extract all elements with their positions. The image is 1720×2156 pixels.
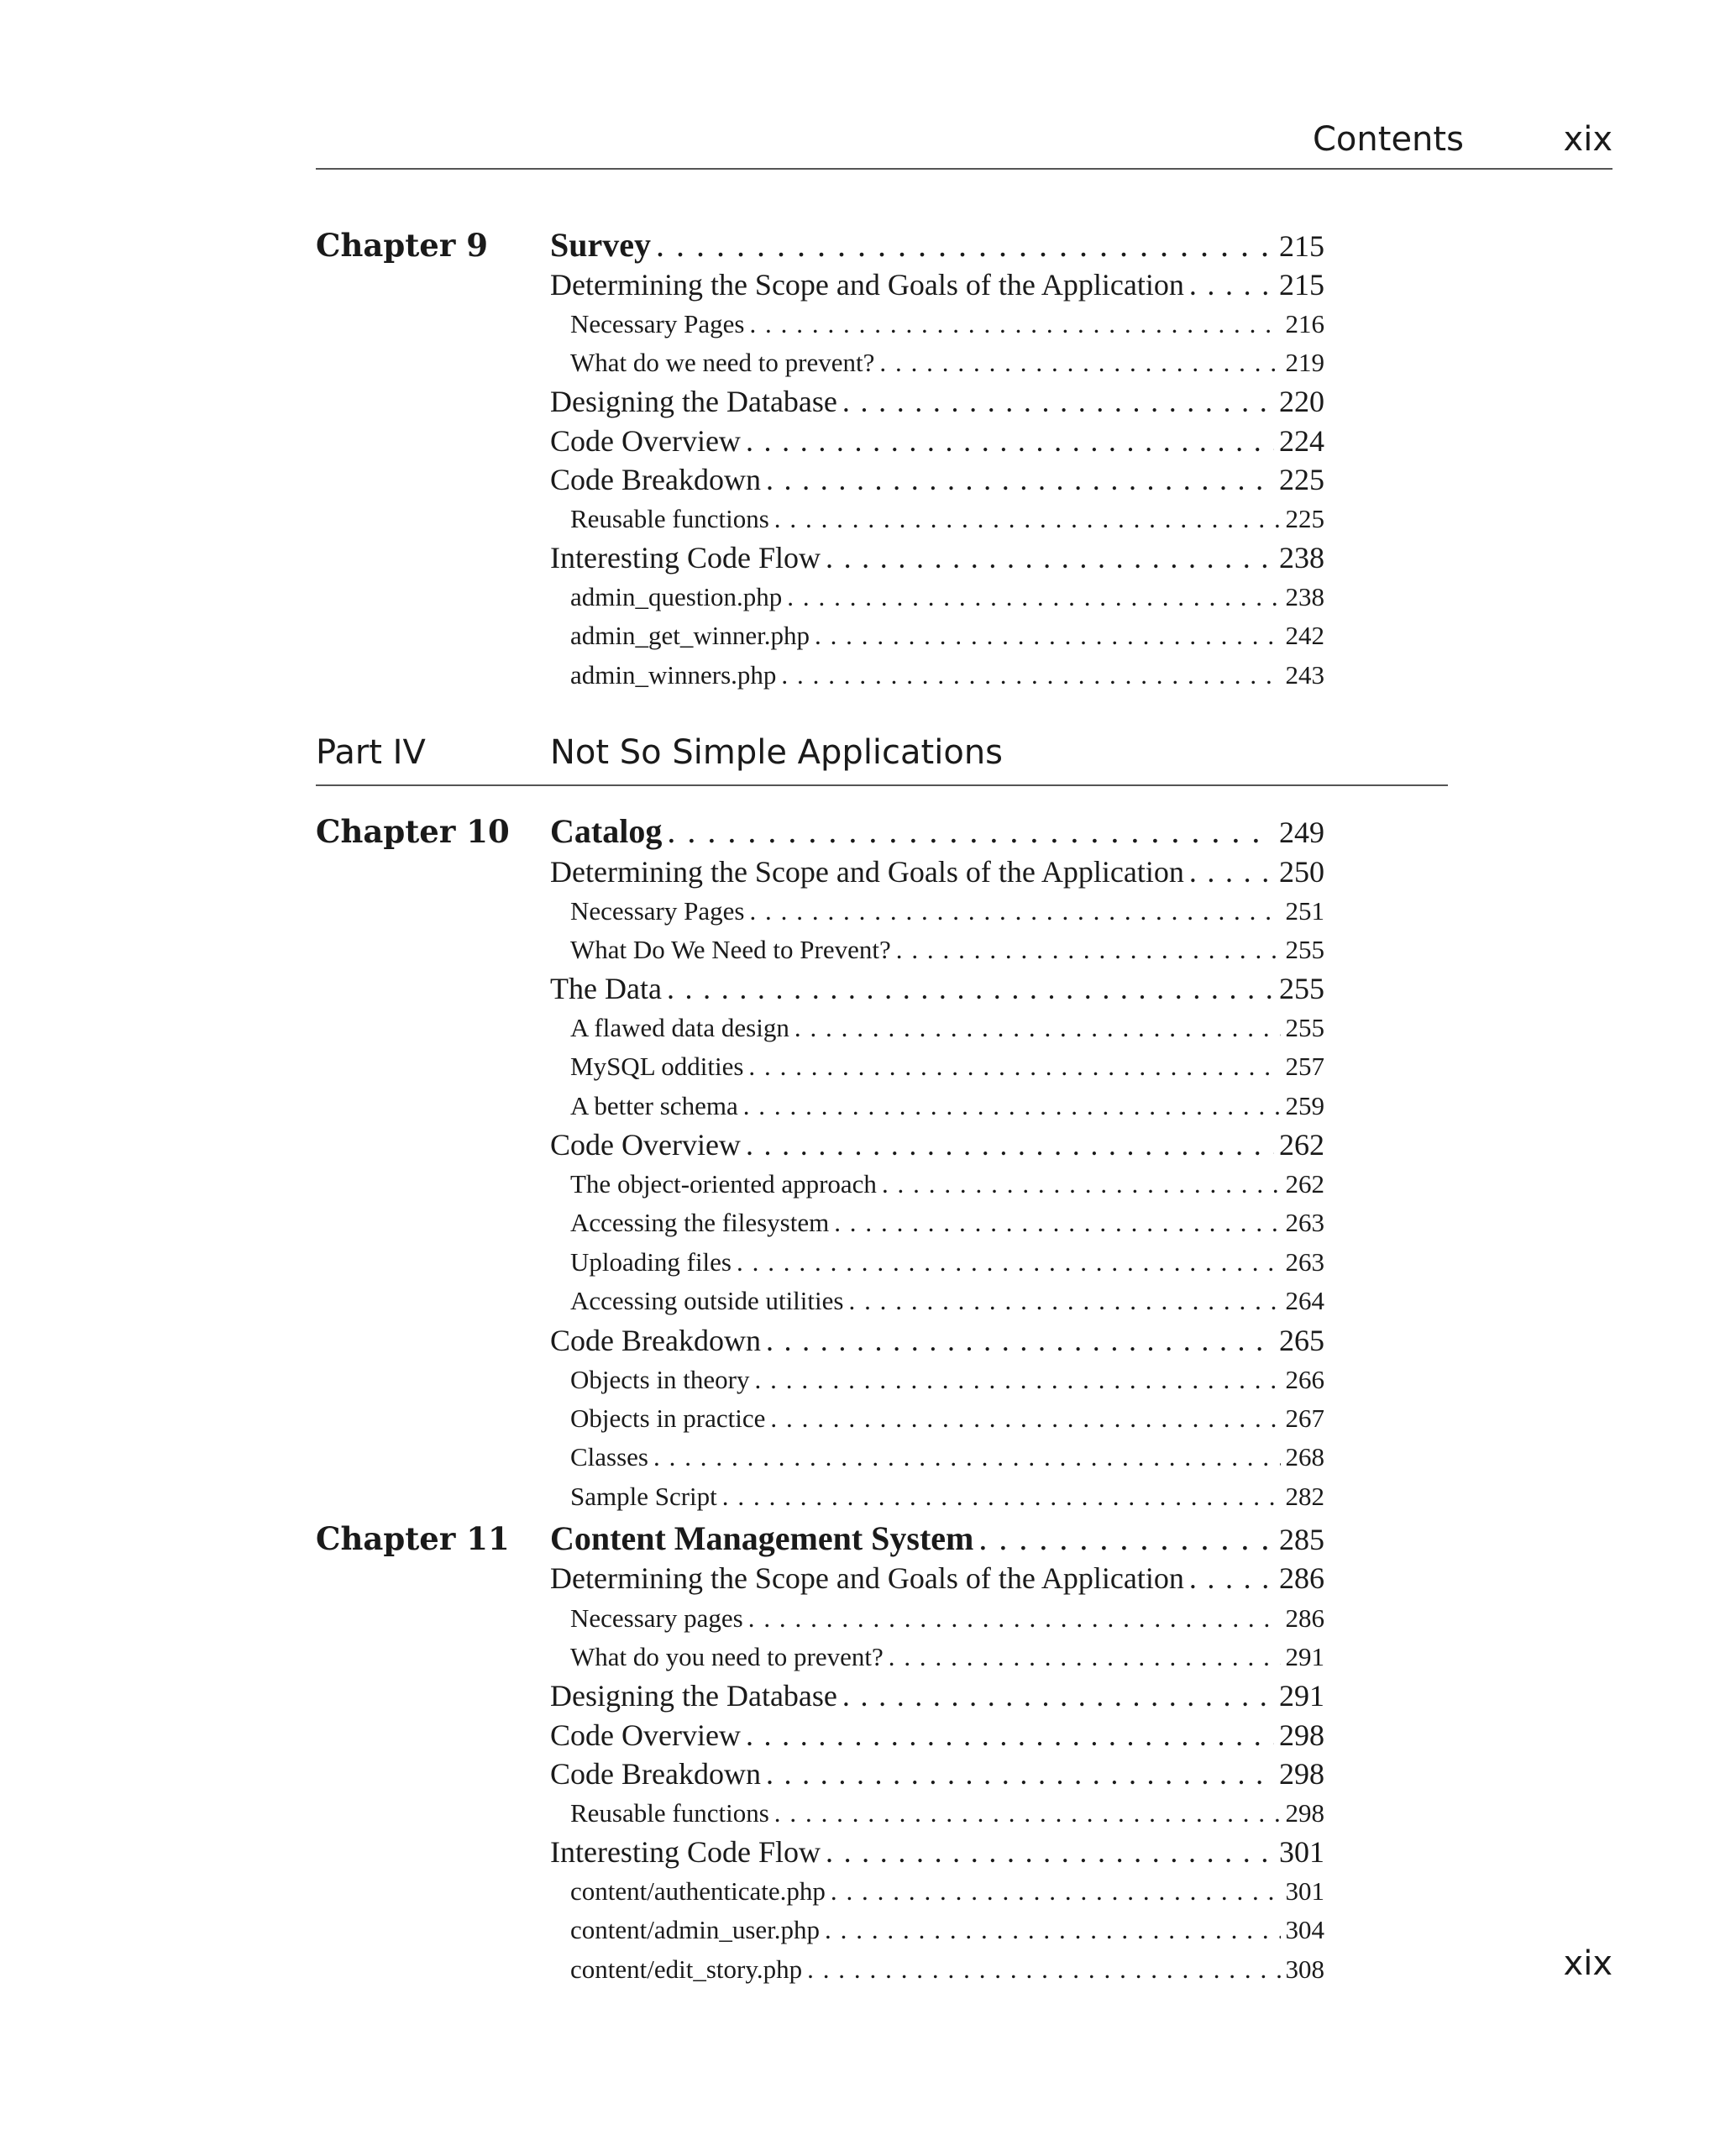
toc-entry-title: admin_get_winner.php	[570, 621, 810, 650]
toc-subsection-entry[interactable]	[570, 1602, 1324, 1635]
toc-entry-title: admin_question.php	[570, 582, 783, 611]
toc-entry-title: admin_winners.php	[570, 660, 777, 690]
toc-entry-page: 282	[1285, 1482, 1324, 1511]
toc-entry-title: A better schema	[570, 1091, 738, 1120]
dot-leader	[749, 894, 1280, 928]
toc-subsection-entry[interactable]	[570, 1284, 1324, 1318]
toc-entry-title: Objects in theory	[570, 1365, 750, 1394]
toc-section-entry[interactable]	[550, 539, 1324, 576]
toc-entry-title: Determining the Scope and Goals of the Application	[550, 268, 1184, 302]
dot-leader	[1189, 853, 1274, 890]
toc-subsection-entry[interactable]	[570, 1246, 1324, 1279]
toc-subsection-entry[interactable]	[570, 1050, 1324, 1083]
toc-entry-page: 242	[1285, 621, 1324, 650]
toc-section-entry[interactable]	[550, 970, 1324, 1007]
part-label: Part IV	[316, 733, 426, 772]
toc-entry-title: Accessing the filesystem	[570, 1208, 830, 1237]
toc-entry-title: content/admin_user.php	[570, 1915, 821, 1944]
toc-entry-page: 238	[1279, 541, 1324, 574]
dot-leader	[879, 346, 1280, 380]
toc-entry-page: 219	[1285, 348, 1324, 377]
toc-entry-title: Content Management System	[550, 1519, 974, 1557]
toc-entry-title: What Do We Need to Prevent?	[570, 935, 891, 964]
dot-leader	[755, 1363, 1281, 1397]
toc-subsection-entry[interactable]	[570, 1953, 1324, 1986]
dot-leader	[737, 1246, 1281, 1279]
dot-leader	[834, 1206, 1280, 1240]
dot-leader	[746, 1126, 1274, 1163]
toc-entry-page: 268	[1285, 1442, 1324, 1471]
toc-entry-title: Designing the Database	[550, 385, 837, 418]
toc-subsection-entry[interactable]	[570, 580, 1324, 614]
toc-entry-page: 251	[1285, 896, 1324, 926]
dot-leader	[807, 1953, 1280, 1986]
dot-leader	[748, 1050, 1280, 1083]
toc-subsection-entry[interactable]	[570, 1363, 1324, 1397]
chapter-10-label: Chapter 10	[316, 813, 510, 850]
toc-entry-page: 216	[1285, 309, 1324, 338]
dot-leader	[889, 1640, 1281, 1674]
toc-entry-title: Code Overview	[550, 1718, 741, 1752]
toc-subsection-entry[interactable]	[570, 502, 1324, 536]
toc-entry-title: A flawed data design	[570, 1013, 789, 1042]
toc-entry-page: 255	[1285, 1013, 1324, 1042]
dot-leader	[882, 1167, 1281, 1201]
toc-entry-title: Determining the Scope and Goals of the Application	[550, 1561, 1184, 1595]
toc-subsection-entry[interactable]	[570, 933, 1324, 967]
toc-entry-page: 262	[1285, 1169, 1324, 1199]
dot-leader	[667, 970, 1274, 1007]
toc-entry-title: What do you need to prevent?	[570, 1642, 884, 1671]
toc-entry-title: MySQL oddities	[570, 1052, 744, 1081]
toc-entry-title: Reusable functions	[570, 1798, 769, 1828]
toc-entry-title: The object-oriented approach	[570, 1169, 877, 1199]
toc-entry-page: 255	[1285, 935, 1324, 964]
dot-leader	[667, 812, 1274, 851]
toc-subsection-entry[interactable]	[570, 1011, 1324, 1045]
toc-subsection-entry[interactable]	[570, 658, 1324, 692]
toc-entry-title: Survey	[550, 226, 651, 264]
toc-entry-page: 304	[1285, 1915, 1324, 1944]
chapter-9-label: Chapter 9	[316, 227, 488, 264]
dot-leader	[722, 1480, 1281, 1513]
dot-leader	[848, 1284, 1280, 1318]
toc-section-entry[interactable]	[550, 1126, 1324, 1163]
toc-entry-page: 249	[1279, 816, 1324, 849]
dot-leader	[781, 658, 1280, 692]
toc-entry-title: Classes	[570, 1442, 648, 1471]
toc-entry-page: 243	[1285, 660, 1324, 690]
toc-subsection-entry[interactable]	[570, 307, 1324, 341]
toc-subsection-entry[interactable]	[570, 1167, 1324, 1201]
toc-entry-title: Code Breakdown	[550, 1324, 761, 1357]
toc-entry-page: 291	[1279, 1679, 1324, 1713]
toc-entry-page: 255	[1279, 972, 1324, 1005]
dot-leader	[766, 1755, 1274, 1792]
toc-entry-title: Code Overview	[550, 424, 741, 458]
dot-leader	[896, 933, 1281, 967]
toc-entry-page: 220	[1279, 385, 1324, 418]
toc-entry-page: 259	[1285, 1091, 1324, 1120]
dot-leader	[815, 619, 1281, 653]
dot-leader	[774, 1797, 1281, 1830]
toc-entry-title: Catalog	[550, 812, 663, 850]
dot-leader	[653, 1440, 1281, 1474]
dot-leader	[831, 1875, 1281, 1908]
toc-subsection-entry[interactable]	[570, 1440, 1324, 1474]
toc-entry-title: Objects in practice	[570, 1403, 766, 1433]
toc-entry-title: Uploading files	[570, 1247, 732, 1277]
dot-leader	[842, 383, 1274, 420]
toc-entry-page: 263	[1285, 1208, 1324, 1237]
footer-page-number: xix	[1563, 1944, 1612, 1983]
toc-entry-page: 298	[1285, 1798, 1324, 1828]
toc-entry-page: 250	[1279, 855, 1324, 889]
toc-entry-title: Determining the Scope and Goals of the Application	[550, 855, 1184, 889]
toc-entry-page: 266	[1285, 1365, 1324, 1394]
dot-leader	[1189, 1560, 1274, 1597]
toc-chapter-entry[interactable]	[550, 1519, 1324, 1558]
toc-entry-page: 257	[1285, 1052, 1324, 1081]
toc-entry-title: Code Breakdown	[550, 1757, 761, 1791]
toc-entry-title: Accessing outside utilities	[570, 1286, 844, 1315]
toc-entry-page: 298	[1279, 1757, 1324, 1791]
toc-subsection-entry[interactable]	[570, 1913, 1324, 1947]
toc-section-entry[interactable]	[550, 853, 1324, 890]
toc-entry-page: 298	[1279, 1718, 1324, 1752]
toc-entry-page: 215	[1279, 229, 1324, 263]
dot-leader	[766, 1322, 1274, 1359]
toc-entry-title: content/edit_story.php	[570, 1954, 803, 1984]
toc-chapter-entry[interactable]	[550, 812, 1324, 851]
toc-subsection-entry[interactable]	[570, 1875, 1324, 1908]
toc-chapter-entry[interactable]	[550, 226, 1324, 265]
toc-section-entry[interactable]	[550, 1717, 1324, 1754]
toc-entry-page: 264	[1285, 1286, 1324, 1315]
part-title: Not So Simple Applications	[550, 733, 1004, 772]
toc-entry-page: 285	[1279, 1523, 1324, 1556]
dot-leader	[787, 580, 1280, 614]
toc-entry-page: 215	[1279, 268, 1324, 302]
header-title: Contents	[1313, 120, 1464, 159]
toc-subsection-entry[interactable]	[570, 1797, 1324, 1830]
toc-section-entry[interactable]	[550, 1833, 1324, 1870]
toc-entry-page: 301	[1285, 1876, 1324, 1906]
toc-section-entry[interactable]	[550, 1322, 1324, 1359]
header-page-number: xix	[1563, 120, 1612, 159]
toc-section-entry[interactable]	[550, 422, 1324, 459]
dot-leader	[766, 461, 1274, 498]
part-divider	[316, 784, 1448, 786]
toc-subsection-entry[interactable]	[570, 1089, 1324, 1123]
toc-entry-page: 224	[1279, 424, 1324, 458]
toc-entry-page: 262	[1279, 1128, 1324, 1162]
toc-section-entry[interactable]	[550, 266, 1324, 303]
dot-leader	[774, 502, 1281, 536]
toc-entry-title: The Data	[550, 972, 662, 1005]
toc-entry-title: Interesting Code Flow	[550, 1835, 821, 1869]
toc-section-entry[interactable]	[550, 461, 1324, 498]
toc-entry-title: Necessary pages	[570, 1603, 743, 1633]
toc-section-entry[interactable]	[550, 1560, 1324, 1597]
toc-entry-title: Code Overview	[550, 1128, 741, 1162]
toc-subsection-entry[interactable]	[570, 619, 1324, 653]
running-header	[316, 118, 1612, 170]
toc-subsection-entry[interactable]	[570, 894, 1324, 928]
dot-leader	[746, 1717, 1274, 1754]
dot-leader	[978, 1519, 1274, 1558]
toc-entry-title: Reusable functions	[570, 504, 769, 533]
toc-entry-page: 286	[1279, 1561, 1324, 1595]
toc-section-entry[interactable]	[550, 383, 1324, 420]
dot-leader	[748, 1602, 1281, 1635]
chapter-11-label: Chapter 11	[316, 1520, 510, 1557]
toc-entry-page: 308	[1285, 1954, 1324, 1984]
toc-entry-title: content/authenticate.php	[570, 1876, 826, 1906]
dot-leader	[794, 1011, 1281, 1045]
toc-entry-title: Necessary Pages	[570, 309, 745, 338]
dot-leader	[842, 1677, 1274, 1714]
toc-entry-title: Sample Script	[570, 1482, 717, 1511]
toc-subsection-entry[interactable]	[570, 346, 1324, 380]
toc-subsection-entry[interactable]	[570, 1402, 1324, 1435]
toc-entry-page: 291	[1285, 1642, 1324, 1671]
toc-entry-page: 286	[1285, 1603, 1324, 1633]
toc-entry-title: Necessary Pages	[570, 896, 745, 926]
dot-leader	[743, 1089, 1281, 1123]
dot-leader	[1189, 266, 1274, 303]
toc-section-entry[interactable]	[550, 1677, 1324, 1714]
dot-leader	[749, 307, 1280, 341]
toc-entry-page: 301	[1279, 1835, 1324, 1869]
toc-entry-page: 267	[1285, 1403, 1324, 1433]
toc-entry-title: Designing the Database	[550, 1679, 837, 1713]
toc-subsection-entry[interactable]	[570, 1640, 1324, 1674]
toc-entry-page: 238	[1285, 582, 1324, 611]
toc-entry-title: What do we need to prevent?	[570, 348, 875, 377]
toc-entry-page: 263	[1285, 1247, 1324, 1277]
dot-leader	[826, 539, 1274, 576]
dot-leader	[770, 1402, 1280, 1435]
toc-entry-page: 225	[1285, 504, 1324, 533]
toc-entry-page: 265	[1279, 1324, 1324, 1357]
dot-leader	[825, 1913, 1280, 1947]
toc-entry-page: 225	[1279, 463, 1324, 496]
toc-subsection-entry[interactable]	[570, 1206, 1324, 1240]
toc-entry-title: Interesting Code Flow	[550, 541, 821, 574]
dot-leader	[826, 1833, 1274, 1870]
toc-entry-title: Code Breakdown	[550, 463, 761, 496]
dot-leader	[746, 422, 1274, 459]
dot-leader	[656, 226, 1274, 265]
toc-section-entry[interactable]	[550, 1755, 1324, 1792]
toc-subsection-entry[interactable]	[570, 1480, 1324, 1513]
